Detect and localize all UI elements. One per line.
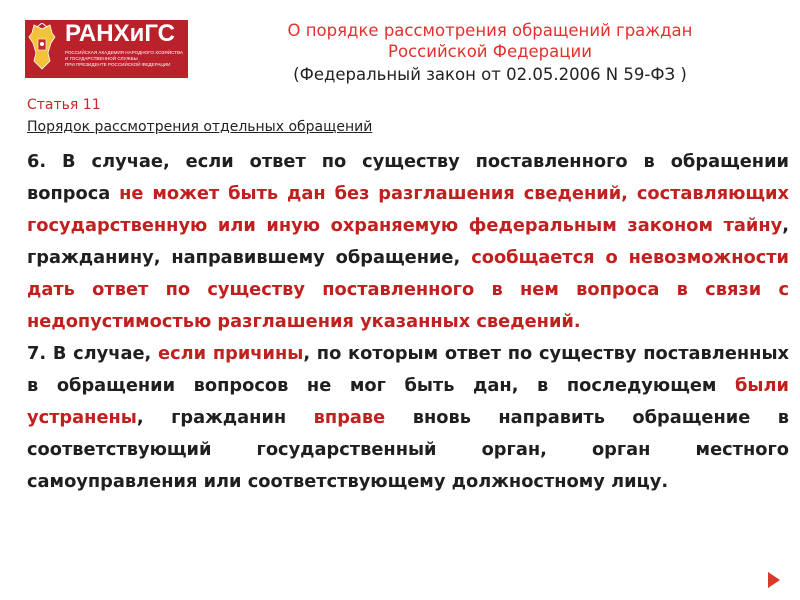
paragraph-7-text: 7. В случае, — [27, 343, 159, 364]
ranepa-logo — [25, 20, 188, 78]
logo-subtitle — [65, 50, 187, 68]
logo-subtitle-line: И ГОСУДАРСТВЕННОЙ СЛУЖБЫ — [65, 56, 138, 61]
logo-subtitle-line: РОССИЙСКАЯ АКАДЕМИЯ НАРОДНОГО ХОЗЯЙСТВА — [65, 50, 183, 55]
next-slide-arrow-icon[interactable] — [768, 572, 780, 588]
logo-subtitle-line: ПРИ ПРЕЗИДЕНТЕ РОССИЙСКОЙ ФЕДЕРАЦИИ — [65, 62, 171, 67]
paragraph-6-highlight: сообщается о невозможности дать ответ по существу поставленного в нем вопроса в связи с недопустимостью разглашения указанных сведений. — [27, 247, 790, 332]
slide-title-line2: Российской Федерации — [388, 42, 592, 61]
paragraph-7-text: , гражданин — [136, 407, 314, 428]
logo-name: РАНХиГС — [65, 20, 175, 47]
paragraph-6-text: , гражданину, направившему обращение, — [27, 215, 789, 268]
article-title: Порядок рассмотрения отдельных обращений — [27, 119, 373, 135]
slide-header — [205, 20, 775, 85]
paragraph-7-highlight: если причины — [158, 343, 304, 364]
paragraph-7-text: , по которым ответ по существу поставленных в обращении вопросов не мог быть дан, в последующем — [27, 343, 790, 396]
paragraph-6 — [27, 146, 789, 338]
slide-title-line1: О порядке рассмотрения обращений граждан — [287, 21, 693, 40]
paragraph-7-highlight: вправе — [313, 407, 386, 428]
paragraph-6-highlight: не может быть дан без разглашения сведений, составляющих государственную или иную охраняемую федеральным законом тайну — [27, 183, 789, 236]
article-body — [27, 146, 789, 498]
law-reference: (Федеральный закон от 02.05.2006 N 59-ФЗ ) — [293, 65, 687, 84]
paragraph-7-text: вновь направить обращение в соответствующий государственный орган, орган местного самоуправления или соответствующему должностному лицу. — [27, 407, 789, 492]
article-number: Статья 11 — [27, 97, 101, 113]
paragraph-7 — [27, 338, 789, 498]
paragraph-7-highlight: были устранены — [27, 375, 789, 428]
eagle-emblem-icon — [28, 23, 56, 75]
paragraph-6-text: 6. В случае, если ответ по существу поставленного в обращении вопроса — [27, 151, 789, 204]
